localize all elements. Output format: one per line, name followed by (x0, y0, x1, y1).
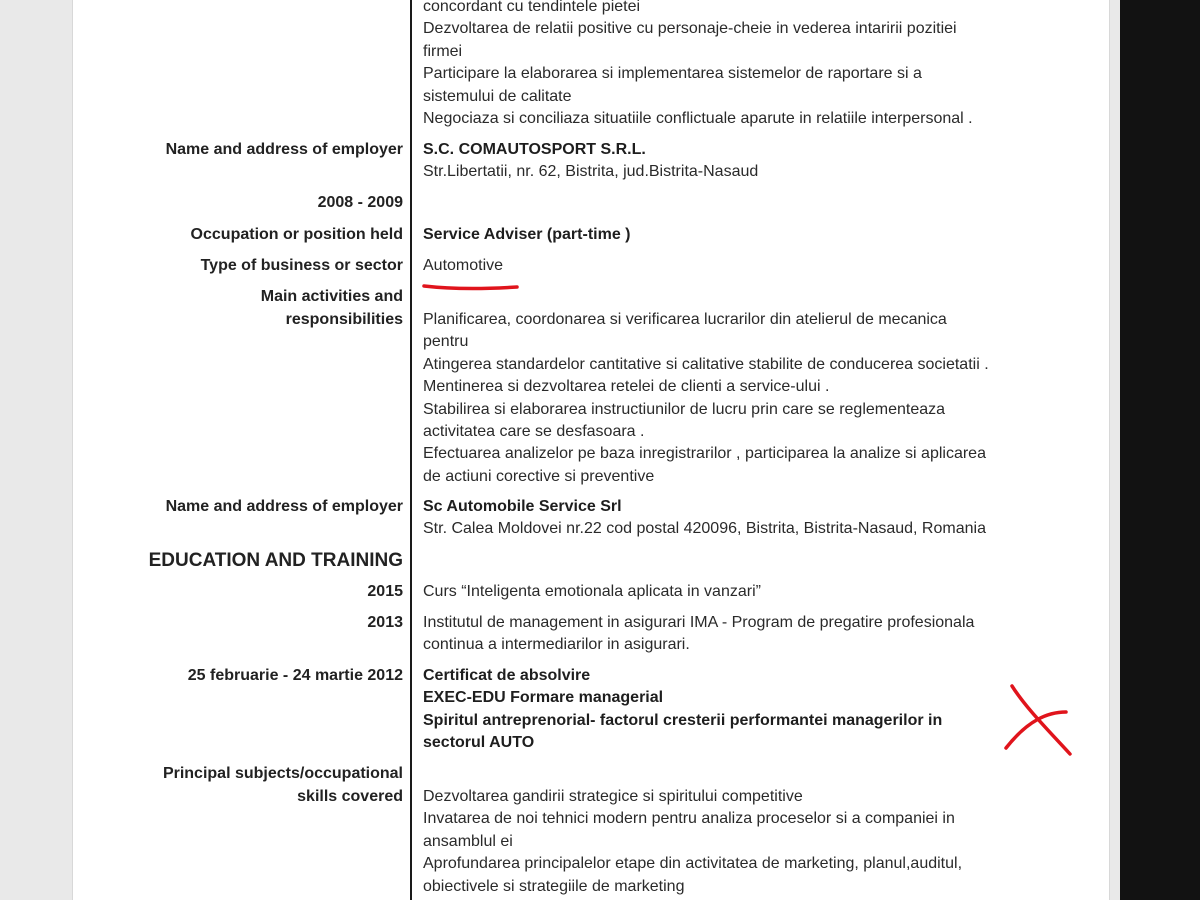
education-line: Spiritul antreprenorial- factorul cresterii performantei managerilor in (423, 711, 943, 729)
employer2-address: Str. Calea Moldovei nr.22 cod postal 420096, Bistrita, Bistrita-Nasaud, Romania (423, 520, 986, 538)
employer2-label: Name and address of employer (165, 498, 403, 515)
employer-address: Str.Libertatii, nr. 62, Bistrita, jud.Bistrita-Nasaud (423, 163, 759, 181)
education-entry (423, 581, 1073, 603)
activities-label-line2: responsibilities (285, 311, 403, 328)
activity-line: activitatea care se desfasoara . (423, 423, 645, 441)
education-line: sectorul AUTO (423, 734, 535, 752)
subject-line: Dezvoltarea gandirii strategice si spiritului competitive (423, 788, 803, 805)
subjects-label-line2: skills covered (297, 788, 403, 805)
activities-list (423, 309, 1073, 488)
education-heading: EDUCATION AND TRAINING (148, 550, 403, 571)
activity-line: de actiuni corective si preventive (423, 467, 655, 485)
activity-line: Atingerea standardelor cantitative si calitative stabilite de conducerea societatii . (423, 355, 989, 373)
education-line: Certificat de absolvire (423, 667, 591, 684)
activity-line: firmei (423, 42, 463, 60)
activity-line: concordant cu tendintele pietei (423, 0, 641, 15)
subject-line: Aprofundarea principalelor etape din activitatea de marketing, planul,auditul, (423, 855, 963, 873)
previous-job-activities (423, 0, 1073, 130)
activities-label-line1: Main activities and (260, 288, 403, 305)
column-divider (410, 0, 412, 900)
dark-side-panel (1120, 0, 1200, 900)
employer-name: S.C. COMAUTOSPORT S.R.L. (423, 141, 646, 158)
occupation-value: Service Adviser (part-time ) (423, 226, 631, 243)
employer2-block (423, 496, 1073, 541)
activity-line: Mentinerea si dezvoltarea retelei de clienti a service-ului . (423, 378, 830, 396)
education-line: Institutul de management in asigurari IMA - Program de pregatire profesionala (423, 614, 975, 631)
activity-line: Planificarea, coordonarea si verificarea lucrarilor din atelierul de mecanica (423, 311, 947, 328)
education-entry (423, 665, 1073, 755)
occupation-label: Occupation or position held (190, 226, 403, 243)
sector-label: Type of business or sector (200, 257, 403, 274)
activity-line: Stabilirea si elaborarea instructiunilor de lucru prin care se reglementeaza (423, 400, 946, 418)
activity-line: Efectuarea analizelor pe baza inregistrarilor , participarea la analize si aplicarea (423, 445, 986, 463)
employer-block (423, 139, 1073, 184)
subjects-label-line1: Principal subjects/occupational (162, 765, 403, 782)
subject-line: ansamblul ei (423, 832, 513, 850)
subjects-list (423, 786, 1073, 898)
subject-line: Invatarea de noi tehnici modern pentru analiza proceselor si a companiei in (423, 810, 955, 828)
employer2-name: Sc Automobile Service Srl (423, 498, 622, 515)
employer-label: Name and address of employer (165, 141, 403, 158)
education-line: Curs “Inteligenta emotionala aplicata in vanzari” (423, 583, 761, 600)
education-line: EXEC-EDU Formare managerial (423, 689, 664, 707)
activity-line: pentru (423, 333, 469, 351)
job-period: 2008 - 2009 (317, 194, 403, 211)
education-year: 25 februarie - 24 martie 2012 (187, 667, 403, 684)
education-year: 2013 (367, 614, 403, 631)
activity-line: Negociaza si conciliaza situatiile conflictuale aparute in relatiile interpersonal . (423, 110, 973, 128)
subject-line: obiectivele si strategiile de marketing (423, 877, 685, 895)
activity-line: sistemului de calitate (423, 87, 572, 105)
education-year: 2015 (367, 583, 403, 600)
education-line: continua a intermediarilor in asigurari. (423, 636, 690, 654)
sector-value: Automotive (423, 257, 504, 274)
education-entry (423, 612, 1073, 657)
activity-line: Dezvoltarea de relatii positive cu personaje-cheie in vederea intaririi pozitiei (423, 20, 957, 38)
activity-line: Participare la elaborarea si implementarea sistemelor de raportare si a (423, 65, 922, 83)
